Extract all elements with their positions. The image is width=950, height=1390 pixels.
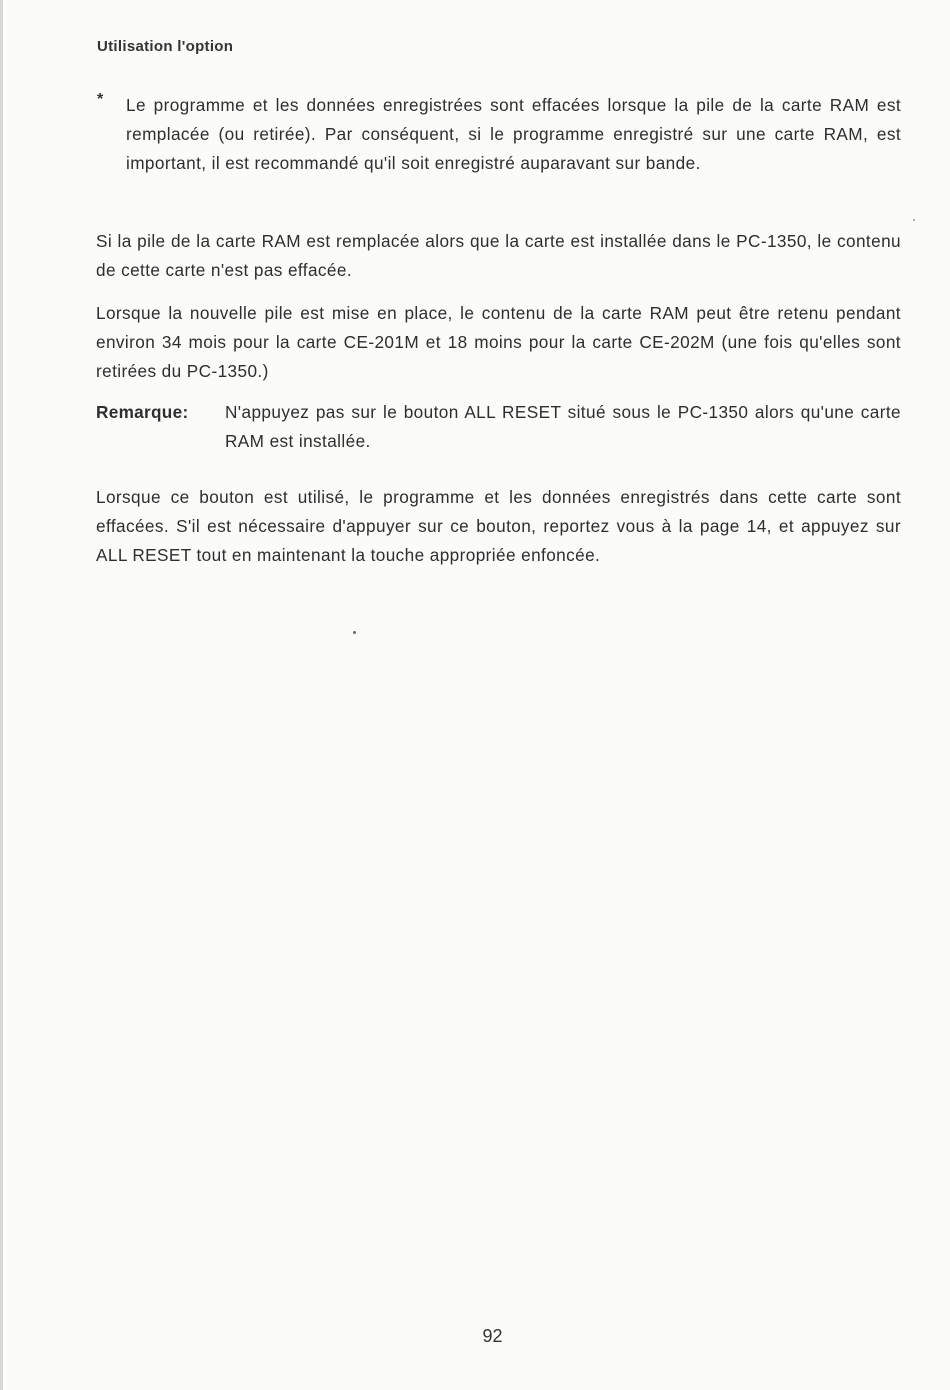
bullet-marker: * [97,91,104,108]
paragraph-reset-warning: Lorsque ce bouton est utilisé, le programme et les données enregistrés dans cette carte sont effacées. S'il est nécessaire d'appuyer sur ce bouton, reportez vous à la page 14, et appuyez sur ALL RESET tout en maintenant la touche appropriée enfoncée. [96,487,901,565]
page-edge [0,0,3,1390]
paragraph-retention-period: Lorsque la nouvelle pile est mise en place, le contenu de la carte RAM peut être retenu pendant environ 34 mois pour la carte CE-201M et 18 moins pour la carte CE-202M (une fois qu'elles sont retirées du PC-1350.) [96,303,901,381]
scan-speck [913,219,915,221]
page-number: 92 [482,1326,503,1346]
note-text: N'appuyez pas sur le bouton ALL RESET situé sous le PC-1350 alors qu'une carte RAM est installée. [225,402,901,451]
bullet-paragraph: Le programme et les données enregistrées sont effacées lorsque la pile de la carte RAM est remplacée (ou retirée). Par conséquent, si le programme enregistré sur une carte RAM, est important, il est recommandé qu'il soit enregistré auparavant sur bande. [126,95,901,173]
paragraph-battery-replacement: Si la pile de la carte RAM est remplacée alors que la carte est installée dans le PC-1350, le contenu de cette carte n'est pas effacée. [96,231,901,280]
scan-speck [353,631,356,634]
note-label: Remarque: [96,402,189,422]
running-header: Utilisation l'option [97,38,234,55]
